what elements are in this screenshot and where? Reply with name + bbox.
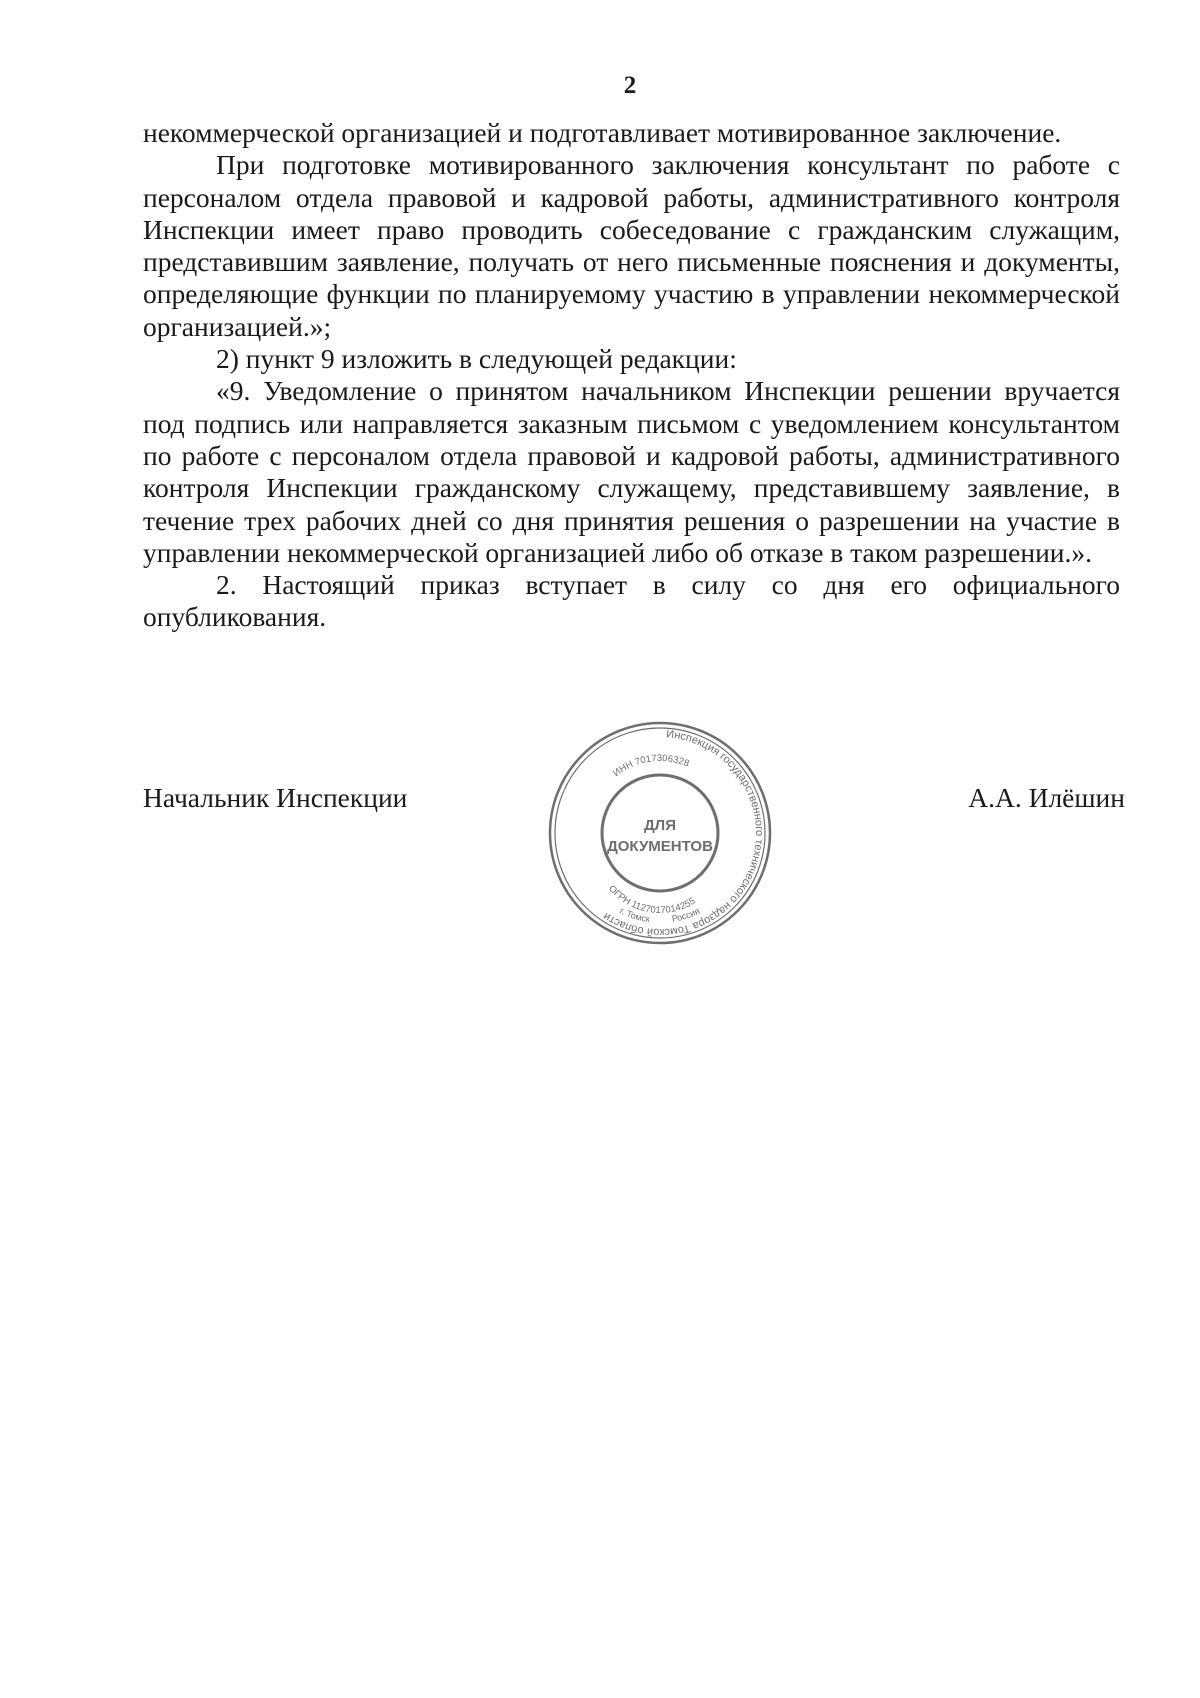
stamp-inn: ИНН 7017306328 bbox=[611, 752, 691, 780]
stamp-city: г. Томск bbox=[618, 905, 651, 925]
stamp-center-line2: ДОКУМЕНТОВ bbox=[607, 838, 713, 855]
signature-title: Начальник Инспекции bbox=[143, 782, 408, 813]
paragraph-continuation: некоммерческой организацией и подготавливает мотивированное заключение. bbox=[143, 117, 1062, 148]
paragraph-item-9-amendment: 2) пункт 9 изложить в следующей редакции: bbox=[216, 343, 737, 375]
paragraph-effective-date: 2. Настоящий приказ вступает в силу со дня его официального опубликования. bbox=[143, 569, 1120, 633]
official-stamp bbox=[545, 718, 775, 948]
document-body bbox=[143, 117, 1120, 634]
stamp-country: Россия bbox=[671, 905, 702, 924]
paragraph-item-9-text: «9. Уведомление о принятом начальником Инспекции решении вручается под подпись или направляется заказным письмом с уведомлением консультантом по работе с персоналом отдела правовой и кадровой работы, административного контроля Инспекции гражданскому служащему, представившему заявление, в течение трех рабочих дней со дня принятия решения о разрешении на участие в управлении некоммерческой организацией либо об отказе в таком разрешении.». bbox=[143, 375, 1120, 568]
page-number: 2 bbox=[623, 72, 637, 99]
stamp-ogrn: ОГРН 1127017014255 bbox=[606, 883, 698, 917]
signature-name: А.А. Илёшин bbox=[968, 782, 1125, 813]
stamp-outer-text: Инспекция государственного технического надзора Томской области bbox=[601, 728, 766, 939]
stamp-center-line1: ДЛЯ bbox=[644, 817, 676, 834]
paragraph-consultant-rights: При подготовке мотивированного заключения консультант по работе с персоналом отдела правовой и кадровой работы, административного контроля Инспекции имеет право проводить собеседование с гражданским служащим, представившим заявление, получать от него письменные пояснения и документы, определяющие функции по планируемому участию в управлении некоммерческой организацией.»; bbox=[143, 149, 1120, 342]
